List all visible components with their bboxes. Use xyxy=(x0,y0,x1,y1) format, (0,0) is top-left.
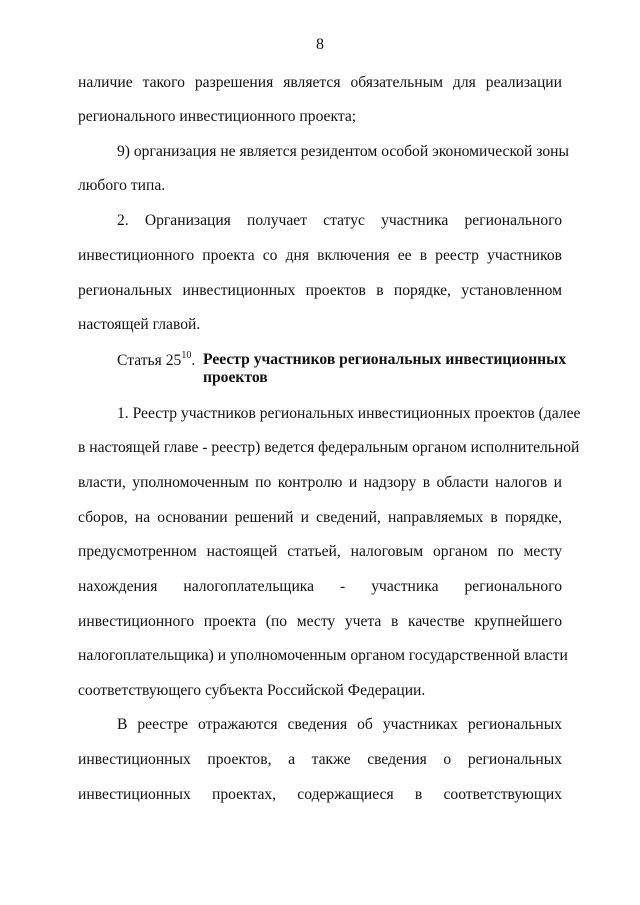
text-line: 9) организация не является резидентом особой экономической зоны xyxy=(117,143,569,160)
text-line: сборов, на основании решений и сведений, направляемых в порядке, xyxy=(78,509,562,526)
text-line: любого типа. xyxy=(78,177,166,194)
article-label xyxy=(117,351,195,370)
article-label-superscript: 10 xyxy=(181,350,192,361)
text-line: инвестиционных проектов, а также сведения о региональных xyxy=(78,751,562,768)
text-line: власти, уполномоченным по контролю и надзору в области налогов и xyxy=(78,474,562,491)
text-line: инвестиционного проекта со дня включения ее в реестр участников xyxy=(78,247,562,264)
text-line: инвестиционного проекта (по месту учета в качестве крупнейшего xyxy=(78,613,562,630)
text-line: 1. Реестр участников региональных инвестиционных проектов (далее xyxy=(117,405,581,422)
text-line: нахождения налогоплательщика - участника регионального xyxy=(78,578,562,595)
text-line: соответствующего субъекта Российской Федерации. xyxy=(78,682,426,699)
text-line: В реестре отражаются сведения об участниках региональных xyxy=(117,716,562,733)
text-line: настоящей главой. xyxy=(78,316,201,333)
text-line: наличие такого разрешения является обязательным для реализации xyxy=(78,74,562,91)
article-label-suffix: . xyxy=(191,352,196,370)
text-line: предусмотренном настоящей статьей, налоговым органом по месту xyxy=(78,543,562,560)
text-line: налогоплательщика) и уполномоченным органом государственной власти xyxy=(78,647,568,664)
page-number: 8 xyxy=(316,36,324,53)
article-title-line: проектов xyxy=(203,369,268,386)
article-title-line: Реестр участников региональных инвестиционных xyxy=(203,351,567,368)
text-line: 2. Организация получает статус участника регионального xyxy=(117,212,562,229)
text-line: инвестиционных проектах, содержащиеся в соответствующих xyxy=(78,786,562,803)
article-label-text: Статья 25 xyxy=(117,352,182,370)
text-line: регионального инвестиционного проекта; xyxy=(78,108,357,125)
text-line: региональных инвестиционных проектов в порядке, установленном xyxy=(78,282,562,299)
text-line: в настоящей главе - реестр) ведется федеральным органом исполнительной xyxy=(78,439,580,456)
article-title xyxy=(203,351,567,387)
